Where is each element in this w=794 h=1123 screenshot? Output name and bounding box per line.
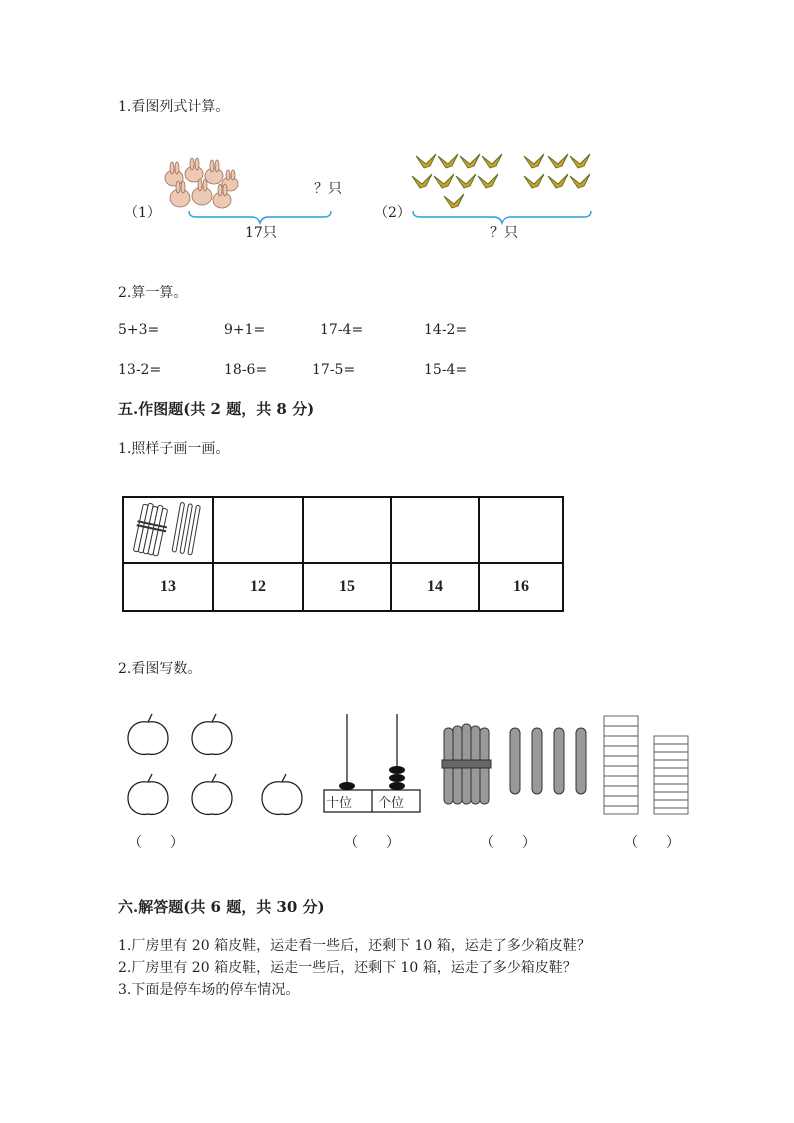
draw-cell[interactable] [303, 497, 391, 563]
part1-total: 17只 [245, 225, 277, 241]
s6-question-2: 2.厂房里有 20 箱皮鞋，运走一些后，还剩下 10 箱，运走了多少箱皮鞋？ [118, 960, 577, 976]
brace-1 [188, 210, 332, 224]
block-stacks-illustration [602, 712, 692, 816]
abacus-tens-label: 十位 [326, 796, 353, 811]
s6-question-3: 3.下面是停车场的停车情况。 [118, 982, 300, 998]
draw-cell[interactable] [479, 497, 563, 563]
part1-question: ？只 [314, 181, 342, 197]
number-cell: 14 [391, 563, 479, 611]
stick-bundle-illustration [440, 720, 600, 806]
part1-label: （1） [124, 205, 161, 221]
section6-heading: 六.解答题(共 6 题，共 30 分) [118, 898, 325, 916]
bundle-and-sticks-icon [128, 498, 208, 558]
birds-illustration [408, 150, 594, 218]
draw-cell[interactable] [391, 497, 479, 563]
number-cell: 13 [123, 563, 213, 611]
s6-question-1: 1.厂房里有 20 箱皮鞋，运走看一些后，还剩下 10 箱，运走了多少箱皮鞋？ [118, 938, 591, 954]
number-cell: 12 [213, 563, 303, 611]
s5-q1-title: 1.照样子画一画。 [118, 441, 230, 457]
answer-blank[interactable]: （ ） [128, 835, 184, 851]
answer-blank[interactable]: （ ） [624, 835, 680, 851]
calc-item: 5+3= [118, 322, 160, 338]
example-cell [123, 497, 213, 563]
q2-title: 2.算一算。 [118, 285, 188, 301]
calc-item: 17-4= [320, 322, 364, 338]
calc-item: 14-2= [424, 322, 468, 338]
number-cell: 16 [479, 563, 563, 611]
rabbits-illustration [160, 152, 240, 214]
calc-item: 9+1= [224, 322, 266, 338]
draw-table [122, 496, 564, 612]
part2-label: （2） [374, 205, 411, 221]
answer-blank[interactable]: （ ） [344, 835, 400, 851]
draw-cell[interactable] [213, 497, 303, 563]
calc-item: 17-5= [312, 362, 356, 378]
apples-illustration [124, 712, 308, 816]
calc-item: 15-4= [424, 362, 468, 378]
section5-heading: 五.作图题(共 2 题，共 8 分) [118, 400, 315, 418]
brace-2 [412, 210, 592, 224]
q1-title: 1.看图列式计算。 [118, 99, 230, 115]
abacus-ones-label: 个位 [378, 796, 405, 811]
number-cell: 15 [303, 563, 391, 611]
calc-item: 18-6= [224, 362, 268, 378]
s5-q2-title: 2.看图写数。 [118, 661, 202, 677]
calc-item: 13-2= [118, 362, 162, 378]
part2-question: ？只 [490, 225, 518, 241]
answer-blank[interactable]: （ ） [480, 835, 536, 851]
